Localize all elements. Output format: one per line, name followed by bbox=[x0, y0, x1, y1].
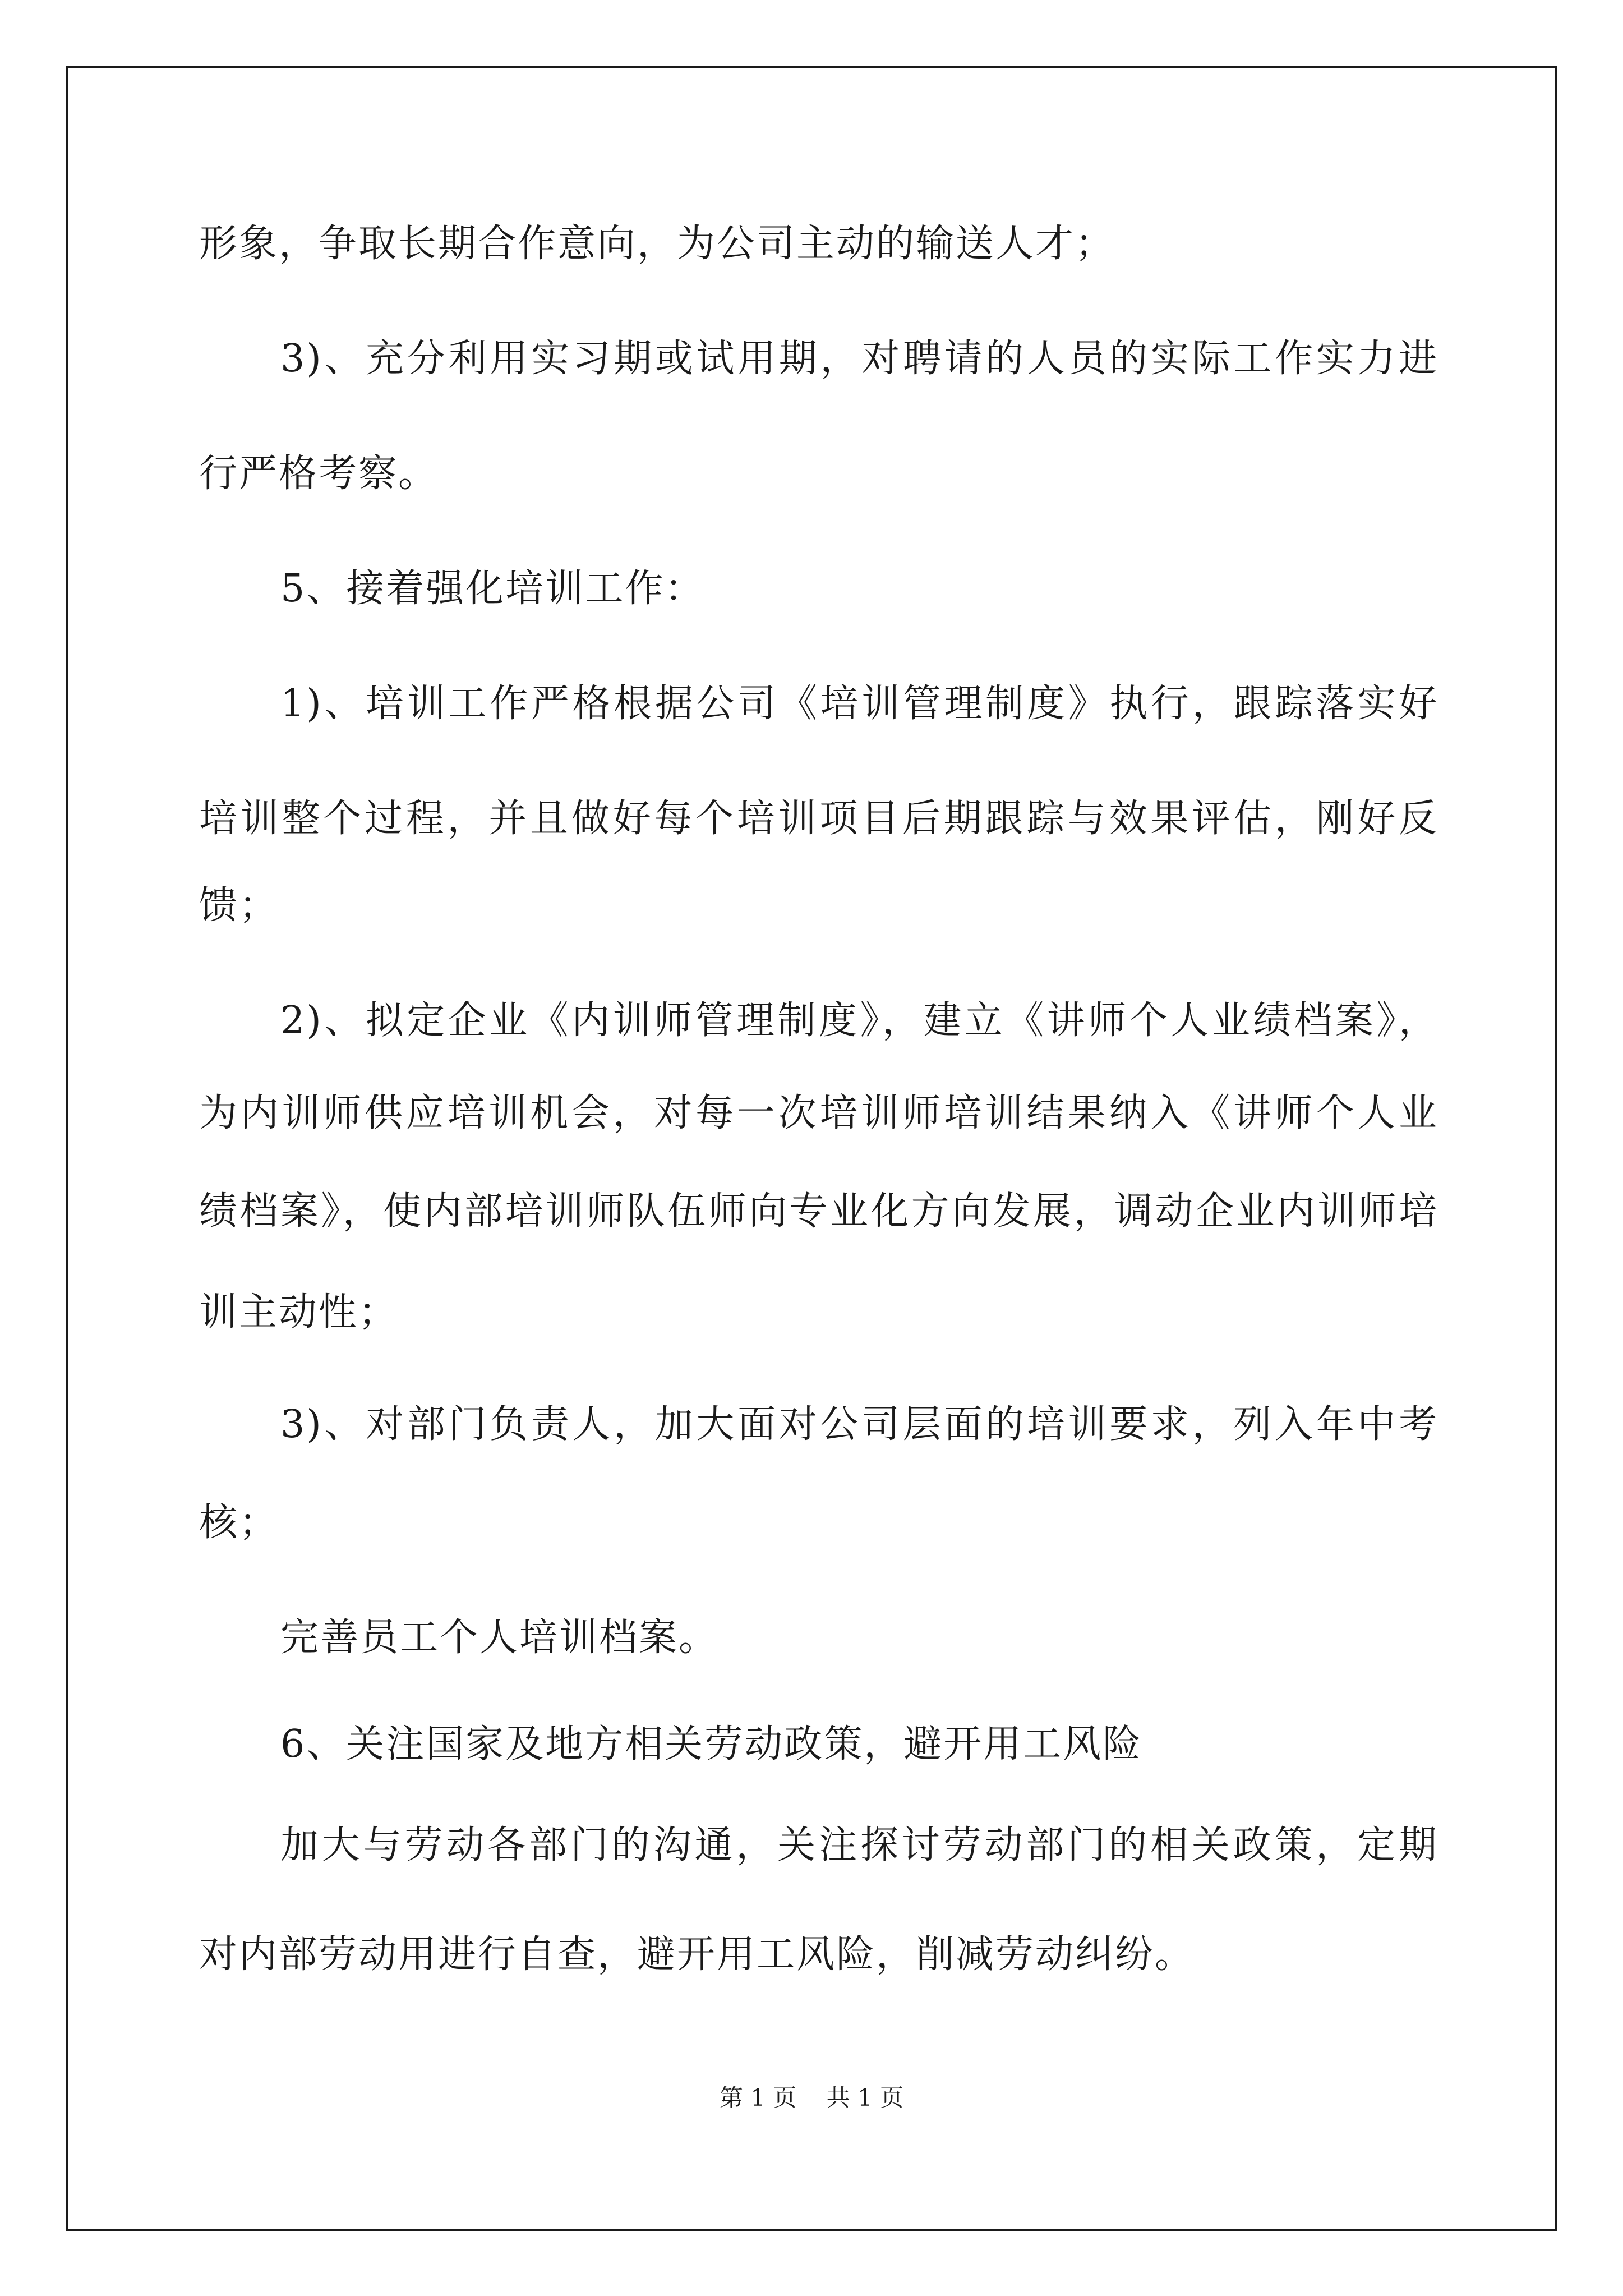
body-line-3: 行严格考察。 bbox=[199, 452, 439, 496]
body-line-10: 绩档案》，使内部培训师队伍师向专业化方向发展，调动企业内训师培 bbox=[199, 1189, 1438, 1234]
body-line-16: 加大与劳动各部门的沟通，关注探讨劳动部门的相关政策，定期 bbox=[280, 1823, 1438, 1867]
body-line-8: 2)、拟定企业《内训师管理制度》，建立《讲师个人业绩档案》， bbox=[280, 999, 1438, 1043]
body-line-11: 训主动性； bbox=[199, 1290, 399, 1335]
body-line-6: 培训整个过程，并且做好每个培训项目后期跟踪与效果评估，刚好反 bbox=[199, 797, 1438, 841]
body-line-14: 完善员工个人培训档案。 bbox=[280, 1616, 719, 1660]
body-line-13: 核； bbox=[199, 1501, 279, 1545]
body-line-1: 形象，争取长期合作意向，为公司主动的输送人才； bbox=[199, 222, 1115, 266]
body-line-17: 对内部劳动用进行自查，避开用工风险，削减劳动纠纷。 bbox=[199, 1932, 1195, 1977]
body-line-5: 1)、培训工作严格根据公司《培训管理制度》执行，跟踪落实好 bbox=[280, 682, 1438, 726]
body-line-4: 5、接着强化培训工作： bbox=[280, 567, 705, 611]
body-line-7: 馈； bbox=[199, 884, 279, 928]
page-number-footer: 第 1 页 共 1 页 bbox=[719, 2084, 904, 2111]
body-line-15: 6、关注国家及地方相关劳动政策，避开用工风险 bbox=[280, 1722, 1143, 1766]
page-frame bbox=[66, 66, 1557, 2231]
body-line-12: 3)、对部门负责人，加大面对公司层面的培训要求，列入年中考 bbox=[280, 1402, 1438, 1447]
body-line-2: 3)、充分利用实习期或试用期，对聘请的人员的实际工作实力进 bbox=[280, 337, 1438, 381]
body-line-9: 为内训师供应培训机会，对每一次培训师培训结果纳入《讲师个人业 bbox=[199, 1091, 1438, 1135]
